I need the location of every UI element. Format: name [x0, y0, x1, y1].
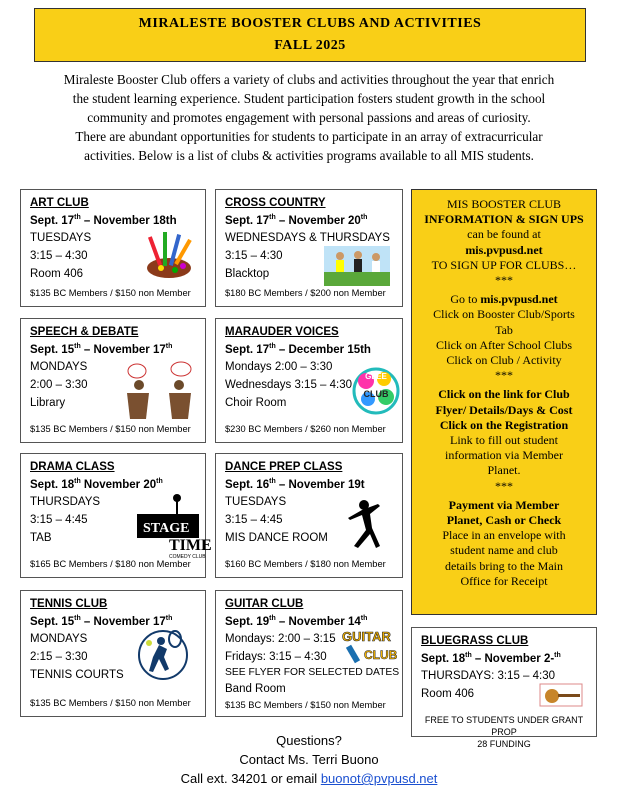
info-line: Payment via Member [448, 497, 560, 512]
info-line: information via Member [445, 448, 563, 463]
club-time: 2:00 – 3:30 [30, 379, 88, 391]
club-schedule: Mondays 2:00 – 3:30 [225, 361, 333, 373]
club-card-speech-debate [20, 318, 206, 443]
club-dates: Sept. 17th – December 15th [225, 343, 371, 356]
intro-line: the student learning experience. Student participation fosters student growth in the school [72, 91, 546, 106]
stage-time-logo [133, 492, 212, 560]
info-line: MIS BOOSTER CLUB [446, 197, 562, 211]
page-subtitle: FALL 2025 [274, 38, 346, 53]
footer-call [0, 771, 618, 786]
club-card-guitar [215, 590, 403, 717]
info-line: TO SIGN UP FOR CLUBS… [431, 257, 577, 272]
footer-question: Questions? [276, 733, 342, 748]
footer-contact: Contact Ms. Terri Buono [239, 752, 379, 767]
club-location: Blacktop [225, 268, 270, 280]
club-fee: $160 BC Members / $180 non Member [225, 559, 386, 569]
club-card-drama [20, 453, 212, 578]
club-time: 3:15 – 4:45 [30, 514, 88, 526]
club-card-bluegrass [411, 627, 597, 749]
debate-podiums-icon [119, 361, 201, 421]
club-card-dance-prep [215, 453, 403, 578]
club-dates: Sept. 19th – November 14th [225, 615, 368, 628]
club-fee: $165 BC Members / $180 non Member [30, 559, 191, 569]
club-title: ART CLUB [30, 197, 89, 209]
intro-line: community and promotes engagement with personal passions and areas of curiosity. [87, 110, 531, 125]
club-time: 2:15 – 3:30 [30, 651, 88, 663]
info-line: Link to fill out student [450, 433, 558, 448]
club-dates: Sept. 17th – November 18th [30, 214, 177, 227]
bluegrass-instrument-icon [538, 682, 584, 708]
dancer-icon [342, 498, 384, 550]
club-fee-line: FREE TO STUDENTS UNDER GRANT PROP [424, 715, 584, 737]
footer-call-text: Call ext. 34201 or email [180, 771, 321, 786]
club-days: THURSDAYS [30, 496, 101, 508]
club-fee: $135 BC Members / $150 non Member [30, 288, 191, 298]
art-supplies-icon [139, 228, 199, 280]
club-fee: $230 BC Members / $260 non Member [225, 424, 386, 434]
club-dates: Sept. 16th – November 19t [225, 478, 365, 491]
club-title: SPEECH & DEBATE [30, 326, 139, 338]
page-title: MIRALESTE BOOSTER CLUBS AND ACTIVITIES [138, 16, 482, 31]
club-location: TAB [30, 532, 52, 544]
club-title: BLUEGRASS CLUB [421, 635, 529, 647]
club-location: Band Room [225, 683, 286, 695]
intro-line: Miraleste Booster Club offers a variety of clubs and activities throughout the year that enrich [63, 72, 555, 87]
club-dates: Sept. 15th – November 17th [30, 343, 173, 356]
glee-club-logo [352, 363, 400, 419]
club-time: 3:15 – 4:30 [30, 250, 88, 262]
svg-text:COMEDY CLUB: COMEDY CLUB [169, 554, 206, 560]
club-title: MARAUDER VOICES [225, 326, 339, 338]
club-title: GUITAR CLUB [225, 598, 304, 610]
tennis-player-icon [137, 627, 189, 685]
intro-paragraph [20, 70, 598, 165]
club-location: TENNIS COURTS [30, 669, 124, 681]
separator: *** [495, 478, 513, 493]
email-link[interactable]: buonot@pvpusd.net [320, 771, 438, 786]
svg-text:CLUB: CLUB [363, 389, 389, 399]
svg-text:TIME: TIME [169, 537, 212, 554]
svg-text:CLUB: CLUB [364, 648, 398, 662]
info-line: Planet, Cash or Check [446, 513, 562, 528]
separator: *** [495, 368, 513, 383]
runners-icon [324, 246, 390, 286]
club-days: TUESDAYS [225, 496, 287, 508]
club-note: SEE FLYER FOR SELECTED DATES [225, 667, 400, 678]
club-dates: Sept. 17th – November 20th [225, 214, 368, 227]
club-fee: $135 BC Members / $150 non Member [30, 424, 191, 434]
club-card-marauder-voices [215, 318, 403, 443]
club-fee: $135 BC Members / $150 non Member [225, 700, 386, 710]
svg-text:GLEE: GLEE [365, 372, 387, 381]
info-line: Office for Receipt [460, 573, 548, 588]
info-line: Click on the link for Club [438, 387, 570, 402]
club-location: Library [30, 397, 66, 409]
info-line: Place in an envelope with [442, 528, 566, 543]
info-line: Planet. [487, 463, 521, 478]
club-title: TENNIS CLUB [30, 598, 108, 610]
guitar-club-logo [340, 625, 400, 665]
club-dates: Sept. 18th – November 2-$^{th}$ [421, 652, 561, 665]
club-schedule: Fridays: 3:15 – 4:30 [225, 651, 327, 663]
club-schedule: Mondays: 2:00 – 3:15 [225, 633, 336, 645]
info-line: Click on the Registration [439, 417, 569, 432]
club-time: 3:15 – 4:45 [225, 514, 283, 526]
svg-text:GUITAR: GUITAR [342, 629, 391, 644]
club-title: DRAMA CLASS [30, 461, 115, 473]
club-days: WEDNESDAYS & THURSDAYS [225, 232, 390, 244]
club-location: Choir Room [225, 397, 287, 409]
separator: *** [495, 273, 513, 288]
info-line: Flyer/ Details/Days & Cost [435, 402, 573, 417]
info-line: Click on Booster Club/Sports [433, 307, 575, 322]
svg-text:STAGE: STAGE [143, 521, 190, 536]
club-card-cross-country [215, 189, 403, 307]
intro-line: There are abundant opportunities for students to participate in an array of extracurricular [75, 129, 543, 144]
club-dates: Sept. 15th – November 17th [30, 615, 173, 628]
info-heading: INFORMATION & SIGN UPS [424, 212, 584, 227]
header-banner [34, 8, 586, 62]
club-title: DANCE PREP CLASS [225, 461, 343, 473]
club-schedule: Wednesdays 3:15 – 4:30 [225, 379, 353, 391]
info-line: can be found at [467, 227, 541, 242]
club-location: MIS DANCE ROOM [225, 532, 328, 544]
info-line: Tab [495, 322, 513, 337]
club-location: Room 406 [421, 688, 475, 700]
info-line: Go to mis.pvpusd.net [450, 292, 558, 307]
info-line: details bring to the Main [445, 558, 563, 573]
website-text: mis.pvpusd.net [465, 242, 543, 257]
club-fee: $135 BC Members / $150 non Member [30, 698, 191, 708]
info-line: Click on After School Clubs [436, 337, 572, 352]
club-days: MONDAYS [30, 633, 88, 645]
booster-club-info-panel [411, 189, 597, 615]
club-schedule: THURSDAYS: 3:15 – 4:30 [421, 670, 556, 682]
club-fee: $180 BC Members / $200 non Member [225, 288, 386, 298]
club-title: CROSS COUNTRY [225, 197, 326, 209]
club-card-tennis [20, 590, 206, 717]
club-days: MONDAYS [30, 361, 88, 373]
club-card-art [20, 189, 206, 307]
club-time: 3:15 – 4:30 [225, 250, 283, 262]
club-days: TUESDAYS [30, 232, 92, 244]
club-dates: Sept. 18th November 20th [30, 478, 163, 491]
club-location: Room 406 [30, 268, 84, 280]
club-fee-line: 28 FUNDING [477, 739, 531, 749]
info-line: Click on Club / Activity [446, 353, 562, 368]
intro-line: activities. Below is a list of clubs & activities programs available to all MIS students. [84, 148, 534, 163]
info-line: student name and club [450, 543, 558, 558]
